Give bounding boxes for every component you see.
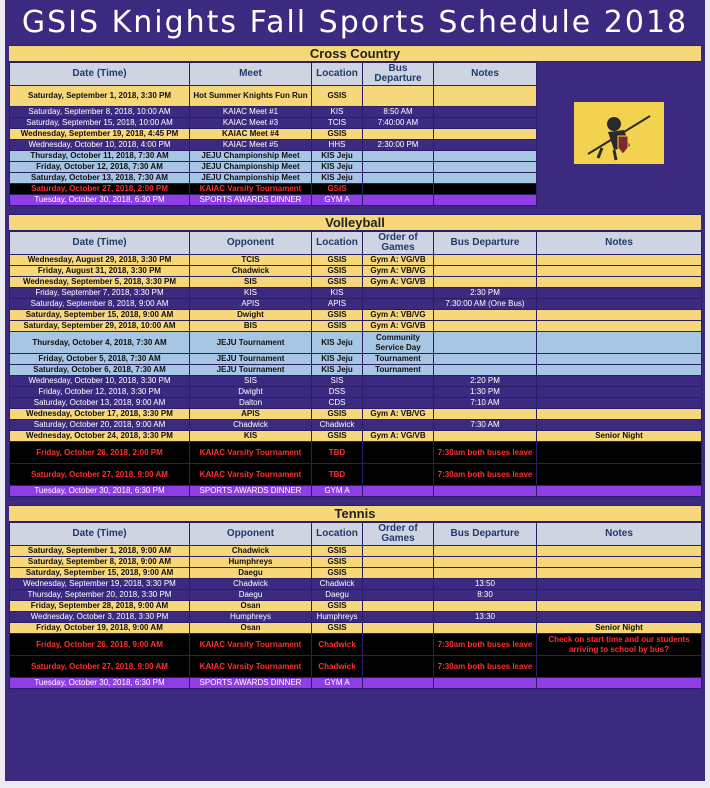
meet-cell: Hot Summer Knights Fun Run: [190, 86, 312, 107]
order-of-games-cell: [363, 546, 434, 557]
opponent-cell: BIS: [190, 321, 312, 332]
bus-departure-cell: 7:10 AM: [434, 398, 537, 409]
table-row: [10, 442, 702, 464]
notes-cell: [537, 579, 702, 590]
column-header: Order of Games: [363, 232, 434, 255]
column-header: Bus Departure: [434, 232, 537, 255]
order-of-games-cell: Community Service Day: [363, 332, 434, 354]
meet-cell: KAIAC Meet #5: [190, 140, 312, 151]
meet-cell: SPORTS AWARDS DINNER: [190, 195, 312, 206]
location-cell: GSIS: [312, 546, 363, 557]
cross-country-heading: Cross Country: [9, 45, 701, 62]
order-of-games-cell: [363, 420, 434, 431]
bus-departure-cell: [363, 151, 434, 162]
notes-cell: [537, 420, 702, 431]
bus-departure-cell: 7:30:00 AM (One Bus): [434, 299, 537, 310]
location-cell: Chadwick: [312, 420, 363, 431]
table-row: [10, 321, 702, 332]
bus-departure-cell: 7:30 AM: [434, 420, 537, 431]
order-of-games-cell: Gym A: VB/VG: [363, 310, 434, 321]
column-header: Notes: [537, 523, 702, 546]
bus-departure-cell: 13:50: [434, 579, 537, 590]
table-row: [10, 420, 702, 431]
notes-cell: [537, 299, 702, 310]
notes-cell: [537, 486, 702, 497]
table-row: [10, 656, 702, 678]
bus-departure-cell: [434, 568, 537, 579]
order-of-games-cell: Tournament: [363, 354, 434, 365]
notes-cell: [537, 568, 702, 579]
cross-country-table: [9, 62, 702, 206]
location-cell: KIS: [312, 107, 363, 118]
bus-departure-cell: 7:40:00 AM: [363, 118, 434, 129]
opponent-cell: Dwight: [190, 387, 312, 398]
bus-departure-cell: 7:30am both buses leave: [434, 634, 537, 656]
date-cell: Saturday, September 8, 2018, 9:00 AM: [10, 557, 190, 568]
date-cell: Wednesday, October 3, 2018, 3:30 PM: [10, 612, 190, 623]
bus-departure-cell: 8:50 AM: [363, 107, 434, 118]
order-of-games-cell: Gym A: VG/VB: [363, 277, 434, 288]
location-cell: GSIS: [312, 86, 363, 107]
opponent-cell: SIS: [190, 376, 312, 387]
date-cell: Friday, September 28, 2018, 9:00 AM: [10, 601, 190, 612]
notes-cell: Senior Night: [537, 431, 702, 442]
opponent-cell: KAIAC Varsity Tournament: [190, 634, 312, 656]
meet-cell: KAIAC Meet #1: [190, 107, 312, 118]
notes-cell: [434, 184, 537, 195]
date-cell: Wednesday, September 19, 2018, 3:30 PM: [10, 579, 190, 590]
column-header: Bus Departure: [434, 523, 537, 546]
bus-departure-cell: [434, 321, 537, 332]
order-of-games-cell: [363, 376, 434, 387]
column-header: Opponent: [190, 232, 312, 255]
knight-logo-icon: [574, 102, 664, 164]
order-of-games-cell: Gym A: VB/VG: [363, 266, 434, 277]
location-cell: GYM A: [312, 486, 363, 497]
location-cell: Chadwick: [312, 634, 363, 656]
notes-cell: [434, 129, 537, 140]
opponent-cell: APIS: [190, 299, 312, 310]
date-cell: Friday, August 31, 2018, 3:30 PM: [10, 266, 190, 277]
date-cell: Friday, October 12, 2018, 3:30 PM: [10, 387, 190, 398]
table-row: [10, 266, 702, 277]
location-cell: GSIS: [312, 431, 363, 442]
date-cell: Saturday, September 1, 2018, 9:00 AM: [10, 546, 190, 557]
location-cell: Chadwick: [312, 656, 363, 678]
bus-departure-cell: [363, 129, 434, 140]
opponent-cell: Chadwick: [190, 266, 312, 277]
date-cell: Saturday, September 8, 2018, 9:00 AM: [10, 299, 190, 310]
order-of-games-cell: [363, 288, 434, 299]
notes-cell: [434, 140, 537, 151]
bus-departure-cell: [434, 678, 537, 689]
date-cell: Friday, October 19, 2018, 9:00 AM: [10, 623, 190, 634]
location-cell: HHS: [312, 140, 363, 151]
opponent-cell: JEJU Tournament: [190, 332, 312, 354]
date-cell: Saturday, September 15, 2018, 9:00 AM: [10, 310, 190, 321]
date-cell: Wednesday, September 19, 2018, 4:45 PM: [10, 129, 190, 140]
opponent-cell: Dwight: [190, 310, 312, 321]
location-cell: GYM A: [312, 678, 363, 689]
notes-cell: [537, 332, 702, 354]
bus-departure-cell: [434, 365, 537, 376]
date-cell: Thursday, October 11, 2018, 7:30 AM: [10, 151, 190, 162]
table-row: [10, 310, 702, 321]
header-row: [10, 523, 702, 546]
notes-cell: [537, 601, 702, 612]
location-cell: KIS Jeju: [312, 354, 363, 365]
location-cell: APIS: [312, 299, 363, 310]
column-header: Order of Games: [363, 523, 434, 546]
notes-cell: [537, 365, 702, 376]
location-cell: GSIS: [312, 255, 363, 266]
location-cell: Chadwick: [312, 579, 363, 590]
order-of-games-cell: [363, 678, 434, 689]
order-of-games-cell: Gym A: VG/VB: [363, 321, 434, 332]
date-cell: Saturday, September 15, 2018, 9:00 AM: [10, 568, 190, 579]
table-row: [10, 568, 702, 579]
date-cell: Friday, October 26, 2018, 2:00 PM: [10, 442, 190, 464]
notes-cell: [434, 151, 537, 162]
location-cell: GSIS: [312, 184, 363, 195]
date-cell: Wednesday, October 24, 2018, 3:30 PM: [10, 431, 190, 442]
location-cell: TCIS: [312, 118, 363, 129]
location-cell: DSS: [312, 387, 363, 398]
bus-departure-cell: 7:30am both buses leave: [434, 656, 537, 678]
meet-cell: JEJU Championship Meet: [190, 151, 312, 162]
table-row: [10, 398, 702, 409]
location-cell: GSIS: [312, 277, 363, 288]
meet-cell: KAIAC Meet #3: [190, 118, 312, 129]
notes-cell: [537, 288, 702, 299]
location-cell: GSIS: [312, 266, 363, 277]
order-of-games-cell: [363, 568, 434, 579]
notes-cell: [537, 612, 702, 623]
column-header: Location: [312, 232, 363, 255]
date-cell: Wednesday, August 29, 2018, 3:30 PM: [10, 255, 190, 266]
date-cell: Saturday, October 13, 2018, 9:00 AM: [10, 398, 190, 409]
notes-cell: [537, 277, 702, 288]
volleyball-heading: Volleyball: [9, 214, 701, 231]
page-title: GSIS Knights Fall Sports Schedule 2018: [21, 5, 689, 40]
location-cell: CDS: [312, 398, 363, 409]
order-of-games-cell: [363, 387, 434, 398]
bus-departure-cell: [434, 255, 537, 266]
date-cell: Saturday, October 27, 2018, 9:00 AM: [10, 656, 190, 678]
column-header: Notes: [537, 232, 702, 255]
logo-cell: [537, 63, 702, 206]
table-row: [10, 601, 702, 612]
date-cell: Tuesday, October 30, 2018, 6:30 PM: [10, 195, 190, 206]
table-row: [10, 255, 702, 266]
order-of-games-cell: [363, 579, 434, 590]
date-cell: Saturday, September 29, 2018, 10:00 AM: [10, 321, 190, 332]
table-row: [10, 365, 702, 376]
date-cell: Friday, September 7, 2018, 3:30 PM: [10, 288, 190, 299]
bus-departure-cell: [363, 173, 434, 184]
date-cell: Wednesday, October 17, 2018, 3:30 PM: [10, 409, 190, 420]
date-cell: Saturday, September 15, 2018, 10:00 AM: [10, 118, 190, 129]
order-of-games-cell: [363, 442, 434, 464]
notes-cell: [537, 546, 702, 557]
bus-departure-cell: [363, 86, 434, 107]
opponent-cell: TCIS: [190, 255, 312, 266]
notes-cell: [434, 173, 537, 184]
bus-departure-cell: [434, 332, 537, 354]
notes-cell: [537, 656, 702, 678]
date-cell: Saturday, October 13, 2018, 7:30 AM: [10, 173, 190, 184]
location-cell: TBD: [312, 442, 363, 464]
notes-cell: [537, 678, 702, 689]
table-row: [10, 590, 702, 601]
order-of-games-cell: [363, 634, 434, 656]
date-cell: Wednesday, October 10, 2018, 4:00 PM: [10, 140, 190, 151]
opponent-cell: SIS: [190, 277, 312, 288]
location-cell: KIS Jeju: [312, 173, 363, 184]
notes-cell: [537, 255, 702, 266]
location-cell: GSIS: [312, 321, 363, 332]
table-row: [10, 464, 702, 486]
table-row: [10, 546, 702, 557]
order-of-games-cell: [363, 590, 434, 601]
notes-cell: [434, 118, 537, 129]
table-row: [10, 288, 702, 299]
header-row: [10, 63, 702, 86]
notes-cell: [537, 354, 702, 365]
column-header: Date (Time): [10, 63, 190, 86]
order-of-games-cell: [363, 623, 434, 634]
date-cell: Saturday, October 27, 2018, 2:00 PM: [10, 184, 190, 195]
order-of-games-cell: [363, 656, 434, 678]
bus-departure-cell: [434, 486, 537, 497]
table-row: [10, 299, 702, 310]
location-cell: KIS Jeju: [312, 151, 363, 162]
column-header: Meet: [190, 63, 312, 86]
order-of-games-cell: [363, 398, 434, 409]
bus-departure-cell: [434, 266, 537, 277]
opponent-cell: Chadwick: [190, 579, 312, 590]
order-of-games-cell: Gym A: VG/VB: [363, 431, 434, 442]
table-row: [10, 557, 702, 568]
notes-cell: [434, 107, 537, 118]
notes-cell: [537, 590, 702, 601]
meet-cell: KAIAC Meet #4: [190, 129, 312, 140]
location-cell: GYM A: [312, 195, 363, 206]
notes-cell: Check on start time and our students arriving to school by bus?: [537, 634, 702, 656]
notes-cell: [537, 398, 702, 409]
location-cell: SIS: [312, 376, 363, 387]
date-cell: Tuesday, October 30, 2018, 6:30 PM: [10, 678, 190, 689]
bus-departure-cell: 2:30:00 PM: [363, 140, 434, 151]
order-of-games-cell: [363, 612, 434, 623]
bus-departure-cell: 2:20 PM: [434, 376, 537, 387]
table-row: [10, 634, 702, 656]
opponent-cell: Daegu: [190, 568, 312, 579]
column-header: Opponent: [190, 523, 312, 546]
notes-cell: [434, 195, 537, 206]
opponent-cell: Humphreys: [190, 557, 312, 568]
opponent-cell: KIS: [190, 431, 312, 442]
table-row: [10, 678, 702, 689]
date-cell: Thursday, September 20, 2018, 3:30 PM: [10, 590, 190, 601]
opponent-cell: Chadwick: [190, 546, 312, 557]
location-cell: Humphreys: [312, 612, 363, 623]
bus-departure-cell: [434, 431, 537, 442]
bus-departure-cell: [434, 623, 537, 634]
table-row: [10, 376, 702, 387]
table-row: [10, 277, 702, 288]
schedule-page: [5, 0, 705, 781]
location-cell: GSIS: [312, 129, 363, 140]
bus-departure-cell: [363, 195, 434, 206]
table-row: [10, 409, 702, 420]
table-row: [10, 387, 702, 398]
meet-cell: JEJU Championship Meet: [190, 162, 312, 173]
bus-departure-cell: [363, 162, 434, 173]
table-row: [10, 354, 702, 365]
order-of-games-cell: [363, 557, 434, 568]
opponent-cell: Chadwick: [190, 420, 312, 431]
location-cell: KIS Jeju: [312, 162, 363, 173]
bus-departure-cell: [434, 409, 537, 420]
table-row: [10, 486, 702, 497]
order-of-games-cell: Gym A: VG/VB: [363, 255, 434, 266]
notes-cell: [537, 442, 702, 464]
date-cell: Friday, October 5, 2018, 7:30 AM: [10, 354, 190, 365]
date-cell: Saturday, September 1, 2018, 3:30 PM: [10, 86, 190, 107]
location-cell: TBD: [312, 464, 363, 486]
date-cell: Saturday, September 8, 2018, 10:00 AM: [10, 107, 190, 118]
opponent-cell: Dalton: [190, 398, 312, 409]
opponent-cell: Humphreys: [190, 612, 312, 623]
opponent-cell: APIS: [190, 409, 312, 420]
opponent-cell: SPORTS AWARDS DINNER: [190, 486, 312, 497]
order-of-games-cell: [363, 486, 434, 497]
date-cell: Saturday, October 27, 2018, 9:00 AM: [10, 464, 190, 486]
meet-cell: KAIAC Varsity Tournament: [190, 184, 312, 195]
location-cell: GSIS: [312, 310, 363, 321]
order-of-games-cell: [363, 299, 434, 310]
notes-cell: [537, 321, 702, 332]
table-row: [10, 431, 702, 442]
opponent-cell: KAIAC Varsity Tournament: [190, 464, 312, 486]
opponent-cell: SPORTS AWARDS DINNER: [190, 678, 312, 689]
opponent-cell: JEJU Tournament: [190, 354, 312, 365]
date-cell: Wednesday, October 10, 2018, 3:30 PM: [10, 376, 190, 387]
location-cell: GSIS: [312, 557, 363, 568]
bus-departure-cell: 13:30: [434, 612, 537, 623]
tennis-heading: Tennis: [9, 505, 701, 522]
table-row: [10, 332, 702, 354]
bus-departure-cell: [434, 601, 537, 612]
opponent-cell: KAIAC Varsity Tournament: [190, 442, 312, 464]
order-of-games-cell: [363, 464, 434, 486]
notes-cell: [537, 464, 702, 486]
location-cell: Daegu: [312, 590, 363, 601]
bus-departure-cell: 7:30am both buses leave: [434, 442, 537, 464]
column-header: Location: [312, 523, 363, 546]
opponent-cell: Osan: [190, 601, 312, 612]
date-cell: Friday, October 26, 2018, 9:00 AM: [10, 634, 190, 656]
bus-departure-cell: [434, 310, 537, 321]
order-of-games-cell: Gym A: VB/VG: [363, 409, 434, 420]
location-cell: GSIS: [312, 409, 363, 420]
opponent-cell: KIS: [190, 288, 312, 299]
notes-cell: [434, 86, 537, 107]
date-cell: Saturday, October 6, 2018, 7:30 AM: [10, 365, 190, 376]
opponent-cell: Osan: [190, 623, 312, 634]
date-cell: Thursday, October 4, 2018, 7:30 AM: [10, 332, 190, 354]
bus-departure-cell: [363, 184, 434, 195]
location-cell: KIS: [312, 288, 363, 299]
bus-departure-cell: 1:30 PM: [434, 387, 537, 398]
notes-cell: Senior Night: [537, 623, 702, 634]
bus-departure-cell: [434, 557, 537, 568]
location-cell: GSIS: [312, 568, 363, 579]
date-cell: Wednesday, September 5, 2018, 3:30 PM: [10, 277, 190, 288]
location-cell: GSIS: [312, 601, 363, 612]
opponent-cell: KAIAC Varsity Tournament: [190, 656, 312, 678]
column-header: Notes: [434, 63, 537, 86]
bus-departure-cell: [434, 546, 537, 557]
order-of-games-cell: Tournament: [363, 365, 434, 376]
column-header: Date (Time): [10, 523, 190, 546]
table-row: [10, 623, 702, 634]
notes-cell: [537, 266, 702, 277]
table-row: [10, 612, 702, 623]
date-cell: Tuesday, October 30, 2018, 6:30 PM: [10, 486, 190, 497]
notes-cell: [537, 376, 702, 387]
column-header: Location: [312, 63, 363, 86]
order-of-games-cell: [363, 601, 434, 612]
column-header: Bus Departure: [363, 63, 434, 86]
bus-departure-cell: 8:30: [434, 590, 537, 601]
notes-cell: [537, 557, 702, 568]
notes-cell: [537, 409, 702, 420]
volleyball-table: [9, 231, 702, 497]
meet-cell: JEJU Championship Meet: [190, 173, 312, 184]
notes-cell: [434, 162, 537, 173]
tennis-table: [9, 522, 702, 689]
notes-cell: [537, 387, 702, 398]
location-cell: GSIS: [312, 623, 363, 634]
bus-departure-cell: [434, 354, 537, 365]
column-header: Date (Time): [10, 232, 190, 255]
location-cell: KIS Jeju: [312, 365, 363, 376]
opponent-cell: JEJU Tournament: [190, 365, 312, 376]
bus-departure-cell: [434, 277, 537, 288]
header-row: [10, 232, 702, 255]
date-cell: Friday, October 12, 2018, 7:30 AM: [10, 162, 190, 173]
notes-cell: [537, 310, 702, 321]
bus-departure-cell: 7:30am both buses leave: [434, 464, 537, 486]
bus-departure-cell: 2:30 PM: [434, 288, 537, 299]
table-row: [10, 579, 702, 590]
location-cell: KIS Jeju: [312, 332, 363, 354]
opponent-cell: Daegu: [190, 590, 312, 601]
date-cell: Saturday, October 20, 2018, 9:00 AM: [10, 420, 190, 431]
